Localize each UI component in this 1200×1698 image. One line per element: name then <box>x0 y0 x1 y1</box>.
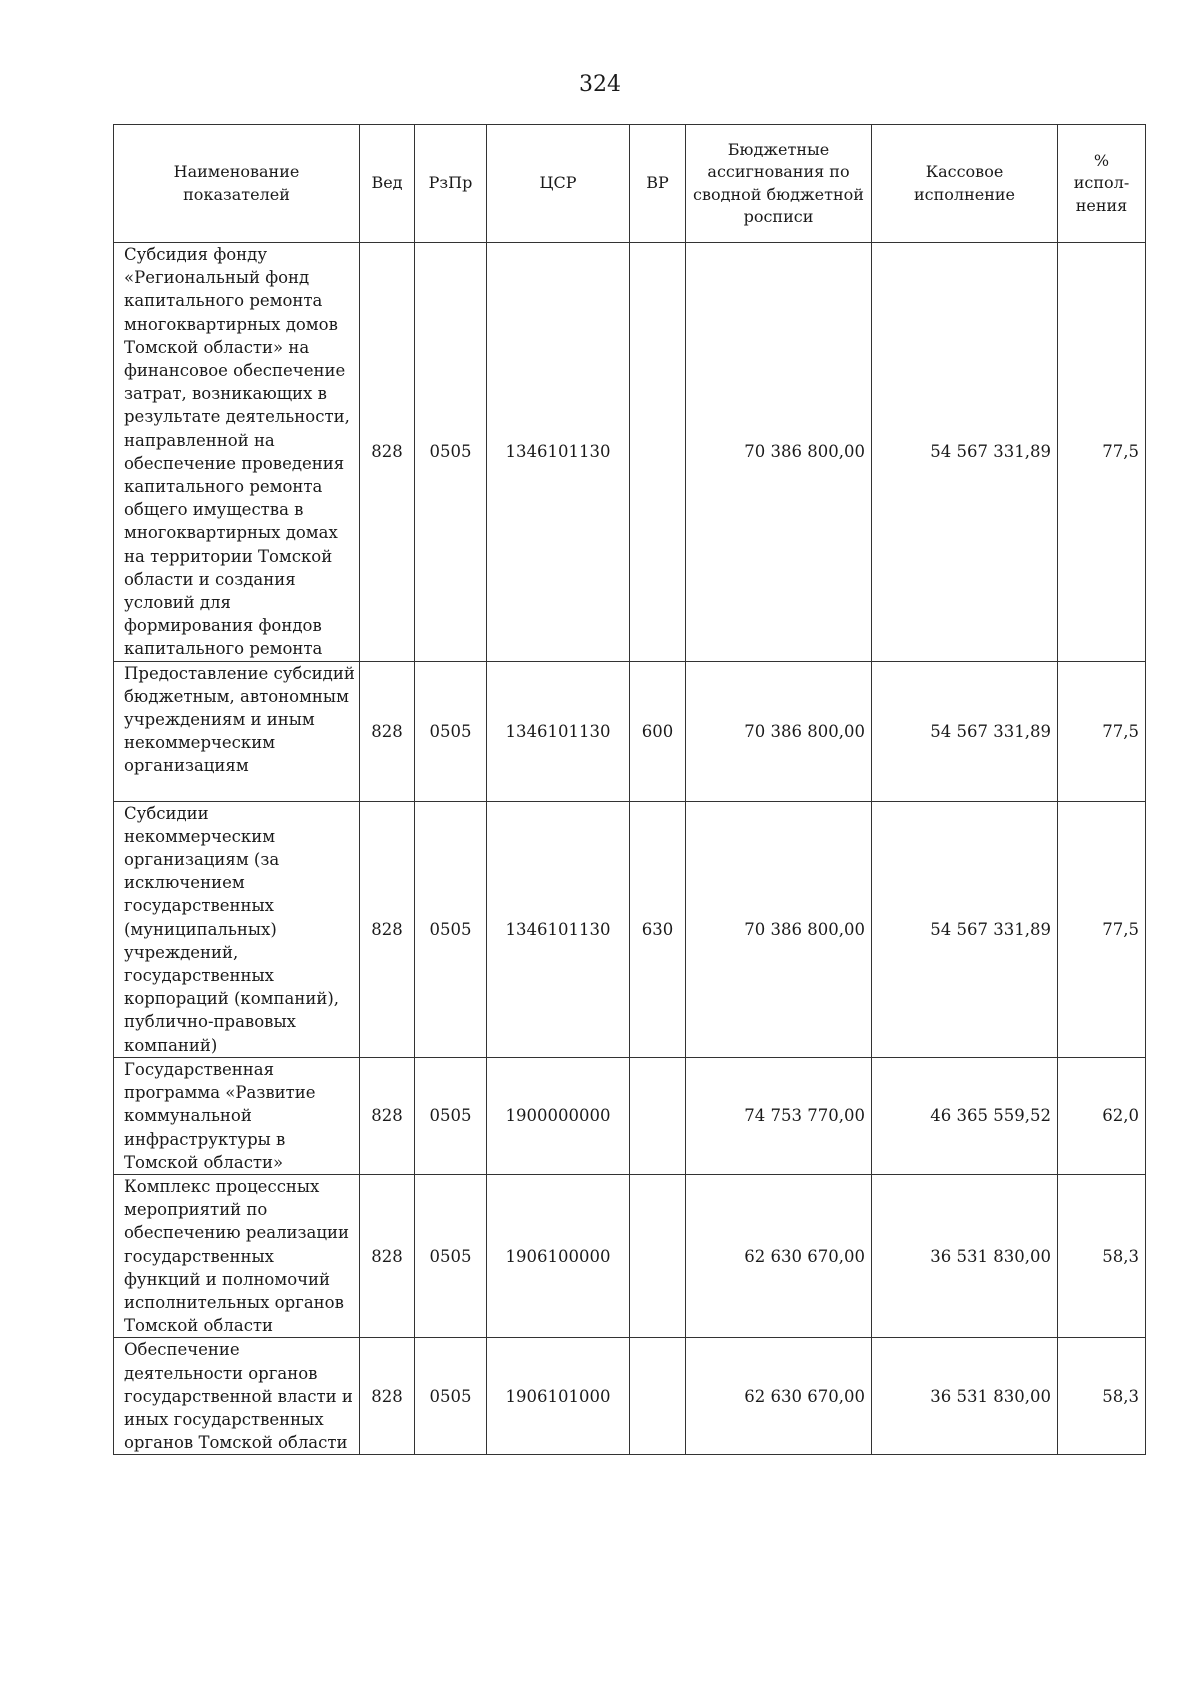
table-row <box>114 1057 1146 1174</box>
row-rzpr: 0505 <box>415 243 487 662</box>
row-name: Субсидии некоммерческим организациям (за исключением государственных (муниципальных) учреждений, государственных корпораций (компаний), публично-правовых компаний) <box>114 801 360 1057</box>
row-pct: 62,0 <box>1058 1057 1146 1174</box>
header-rzpr: РзПр <box>415 125 487 243</box>
header-ved: Вед <box>360 125 415 243</box>
row-vr: 600 <box>630 661 686 801</box>
row-name: Государственная программа «Развитие коммунальной инфраструктуры в Томской области» <box>114 1057 360 1174</box>
row-rzpr: 0505 <box>415 1057 487 1174</box>
row-vr <box>630 1057 686 1174</box>
budget-execution-table <box>113 124 1146 1455</box>
row-name: Комплекс процессных мероприятий по обеспечению реализации государственных функций и полномочий исполнительных органов Томской области <box>114 1174 360 1337</box>
row-csr: 1900000000 <box>487 1057 630 1174</box>
row-ved: 828 <box>360 1338 415 1455</box>
row-budget: 70 386 800,00 <box>686 661 872 801</box>
table-row <box>114 243 1146 662</box>
row-rzpr: 0505 <box>415 1174 487 1337</box>
row-rzpr: 0505 <box>415 1338 487 1455</box>
row-ved: 828 <box>360 661 415 801</box>
row-cash: 54 567 331,89 <box>872 243 1058 662</box>
row-rzpr: 0505 <box>415 801 487 1057</box>
table-row <box>114 1174 1146 1337</box>
row-pct: 77,5 <box>1058 801 1146 1057</box>
row-ved: 828 <box>360 243 415 662</box>
row-ved: 828 <box>360 1174 415 1337</box>
row-name: Предоставление субсидий бюджетным, автономным учреждениям и иным некоммерческим организациям <box>114 661 360 801</box>
header-csr: ЦСР <box>487 125 630 243</box>
table-row <box>114 1338 1146 1455</box>
row-name: Субсидия фонду «Региональный фонд капитального ремонта многоквартирных домов Томской области» на финансовое обеспечение затрат, возникающих в результате деятельности, направленной на обеспечение проведения капитального ремонта общего имущества в многоквартирных домах на территории Томской области и создания условий для формирования фондов капитального ремонта <box>114 243 360 662</box>
header-budget: Бюджетные ассигнования по сводной бюджетной росписи <box>686 125 872 243</box>
row-pct: 58,3 <box>1058 1174 1146 1337</box>
row-vr <box>630 243 686 662</box>
row-cash: 54 567 331,89 <box>872 801 1058 1057</box>
row-budget: 70 386 800,00 <box>686 243 872 662</box>
row-cash: 46 365 559,52 <box>872 1057 1058 1174</box>
row-cash: 54 567 331,89 <box>872 661 1058 801</box>
table-row <box>114 661 1146 801</box>
row-budget: 74 753 770,00 <box>686 1057 872 1174</box>
row-ved: 828 <box>360 801 415 1057</box>
row-vr <box>630 1338 686 1455</box>
row-csr: 1906100000 <box>487 1174 630 1337</box>
row-pct: 77,5 <box>1058 661 1146 801</box>
header-pct: % испол-нения <box>1058 125 1146 243</box>
row-budget: 62 630 670,00 <box>686 1174 872 1337</box>
row-vr: 630 <box>630 801 686 1057</box>
row-pct: 58,3 <box>1058 1338 1146 1455</box>
header-vr: ВР <box>630 125 686 243</box>
header-name: Наименование показателей <box>114 125 360 243</box>
row-csr: 1346101130 <box>487 243 630 662</box>
row-pct: 77,5 <box>1058 243 1146 662</box>
row-csr: 1906101000 <box>487 1338 630 1455</box>
row-rzpr: 0505 <box>415 661 487 801</box>
table-row <box>114 801 1146 1057</box>
row-cash: 36 531 830,00 <box>872 1174 1058 1337</box>
row-vr <box>630 1174 686 1337</box>
row-csr: 1346101130 <box>487 661 630 801</box>
row-budget: 70 386 800,00 <box>686 801 872 1057</box>
header-cash: Кассовое исполнение <box>872 125 1058 243</box>
row-name: Обеспечение деятельности органов государственной власти и иных государственных органов Томской области <box>114 1338 360 1455</box>
row-cash: 36 531 830,00 <box>872 1338 1058 1455</box>
page-number: 324 <box>579 72 621 97</box>
row-csr: 1346101130 <box>487 801 630 1057</box>
row-budget: 62 630 670,00 <box>686 1338 872 1455</box>
row-ved: 828 <box>360 1057 415 1174</box>
table-header-row <box>114 125 1146 243</box>
